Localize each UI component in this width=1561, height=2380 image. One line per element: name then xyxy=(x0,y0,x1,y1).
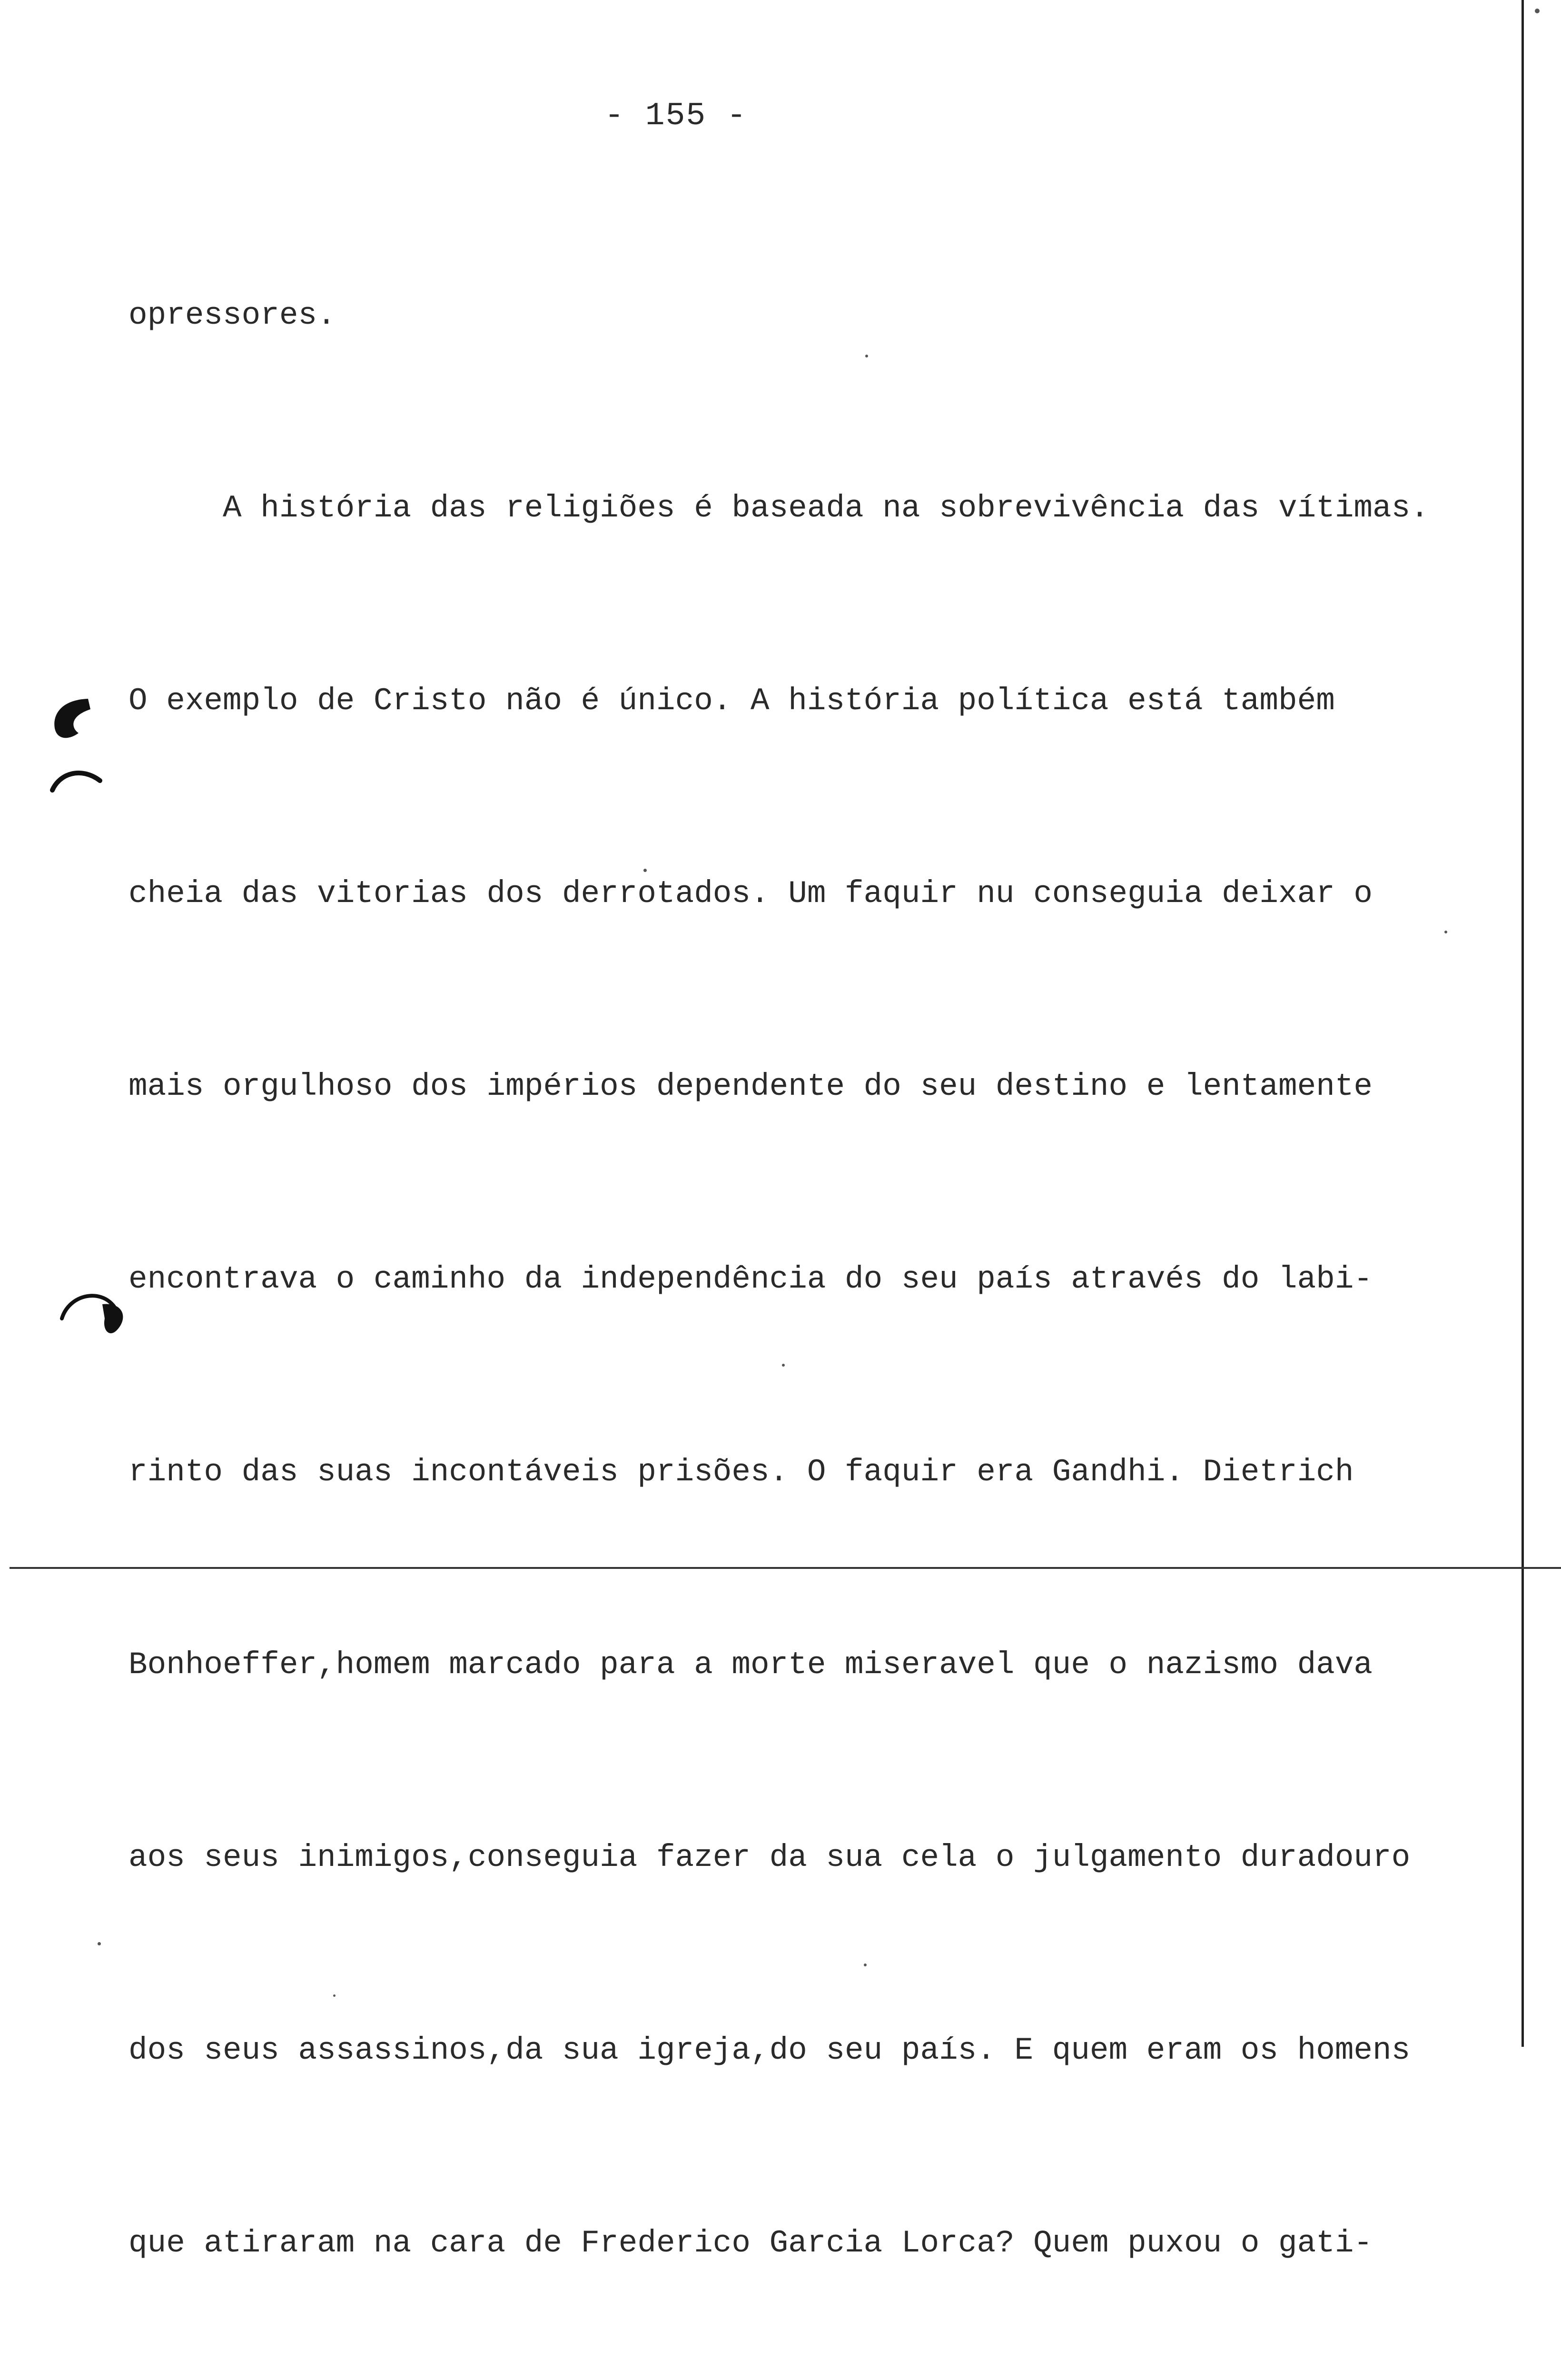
speck xyxy=(1444,931,1447,933)
text-line: que atiraram na cara de Frederico Garcia Lorca? Quem puxou o gati- xyxy=(128,2225,1373,2261)
text-line: dos seus assassinos,da sua igreja,do seu país. E quem eram os homens xyxy=(128,2033,1411,2068)
page-number: - 155 - xyxy=(604,98,747,134)
text-line: opressores. xyxy=(128,298,336,333)
text-line: A história das religiões é baseada na sobrevivência das vítimas. xyxy=(128,490,1429,526)
text-line: encontrava o caminho da independência do seu país através do labi- xyxy=(128,1261,1373,1297)
speck xyxy=(643,869,647,872)
speck xyxy=(1535,9,1540,13)
punch-hole-mark-lower xyxy=(57,1285,138,1352)
text-line: Bonhoeffer,homem marcado para a morte miseravel que o nazismo dava xyxy=(128,1647,1373,1683)
text-line: rinto das suas incontáveis prisões. O faquir era Gandhi. Dietrich xyxy=(128,1454,1354,1490)
body-text xyxy=(128,155,1475,2380)
text-line: cheia das vitorias dos derrotados. Um faquir nu conseguia deixar o xyxy=(128,876,1373,912)
speck xyxy=(98,1942,101,1945)
speck xyxy=(865,355,868,357)
text-line: aos seus inimigos,conseguia fazer da sua cela o julgamento duradouro xyxy=(128,1840,1411,1875)
text-line: O exemplo de Cristo não é único. A história política está também xyxy=(128,683,1335,719)
speck xyxy=(333,1994,336,1997)
text-line: mais orgulhoso dos impérios dependente do seu destino e lentamente xyxy=(128,1069,1373,1104)
bottom-page-edge-line xyxy=(10,1567,1561,1569)
right-page-edge-line xyxy=(1521,0,1524,2047)
speck xyxy=(782,1364,785,1367)
speck xyxy=(864,1964,867,1966)
punch-hole-mark-upper xyxy=(43,695,109,809)
